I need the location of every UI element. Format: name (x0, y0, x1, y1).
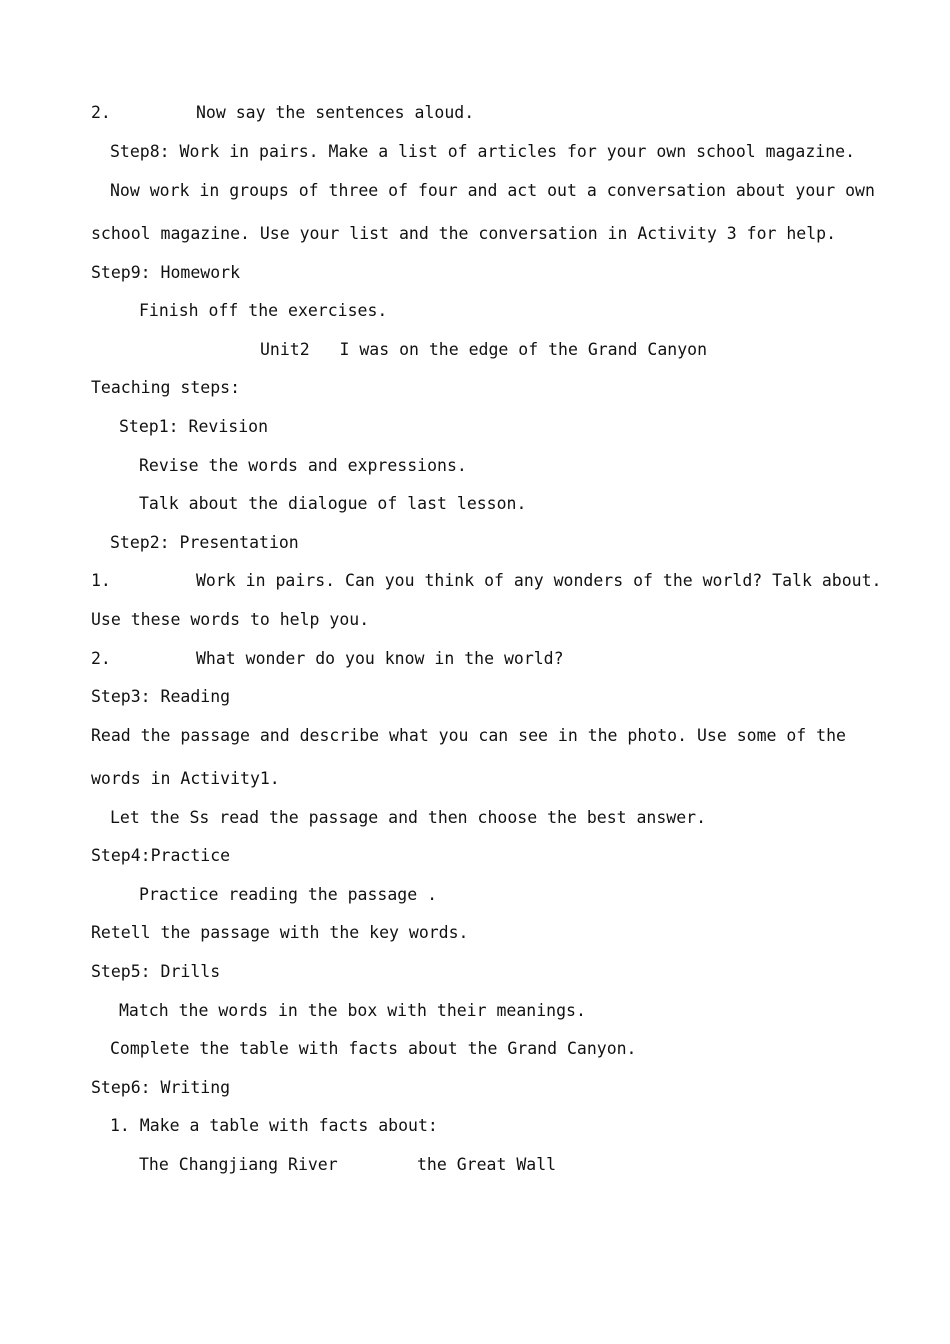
text-line: 1. Make a table with facts about: (110, 1116, 438, 1135)
step-heading: Step4:Practice (91, 846, 231, 865)
text-line: Practice reading the passage . (139, 885, 438, 904)
step-heading: Step2: Presentation (110, 533, 299, 552)
text-line: What wonder do you know in the world? (196, 649, 564, 668)
step-heading: Step8: Work in pairs. Make a list of articles for your own school magazine. (110, 142, 856, 161)
list-number: 1. (91, 571, 111, 590)
text-line: Retell the passage with the key words. (91, 923, 469, 942)
step-heading: Step3: Reading (91, 687, 231, 706)
text-line: The Changjiang River (139, 1155, 338, 1174)
list-number: 2. (91, 649, 111, 668)
section-heading: Teaching steps: (91, 378, 241, 397)
text-line: Match the words in the box with their meanings. (119, 1001, 586, 1020)
text-line: words in Activity1. (91, 769, 280, 788)
text-line: Talk about the dialogue of last lesson. (139, 494, 527, 513)
text-line: Work in pairs. Can you think of any wonders of the world? Talk about. (196, 571, 882, 590)
text-line: Finish off the exercises. (139, 301, 388, 320)
text-line: Complete the table with facts about the Grand Canyon. (110, 1039, 637, 1058)
text-line: Now work in groups of three of four and act out a conversation about your own (110, 181, 875, 200)
text-line: the Great Wall (417, 1155, 557, 1174)
text-line: Now say the sentences aloud. (196, 103, 475, 122)
step-heading: Step9: Homework (91, 263, 241, 282)
step-heading: Step6: Writing (91, 1078, 231, 1097)
unit-title: Unit2 I was on the edge of the Grand Canyon (260, 340, 708, 359)
text-line: Read the passage and describe what you can see in the photo. Use some of the (91, 726, 846, 745)
text-line: Let the Ss read the passage and then choose the best answer. (110, 808, 707, 827)
list-number: 2. (91, 103, 111, 122)
text-line: school magazine. Use your list and the conversation in Activity 3 for help. (91, 224, 837, 243)
step-heading: Step1: Revision (119, 417, 269, 436)
text-line: Revise the words and expressions. (139, 456, 467, 475)
step-heading: Step5: Drills (91, 962, 221, 981)
text-line: Use these words to help you. (91, 610, 370, 629)
